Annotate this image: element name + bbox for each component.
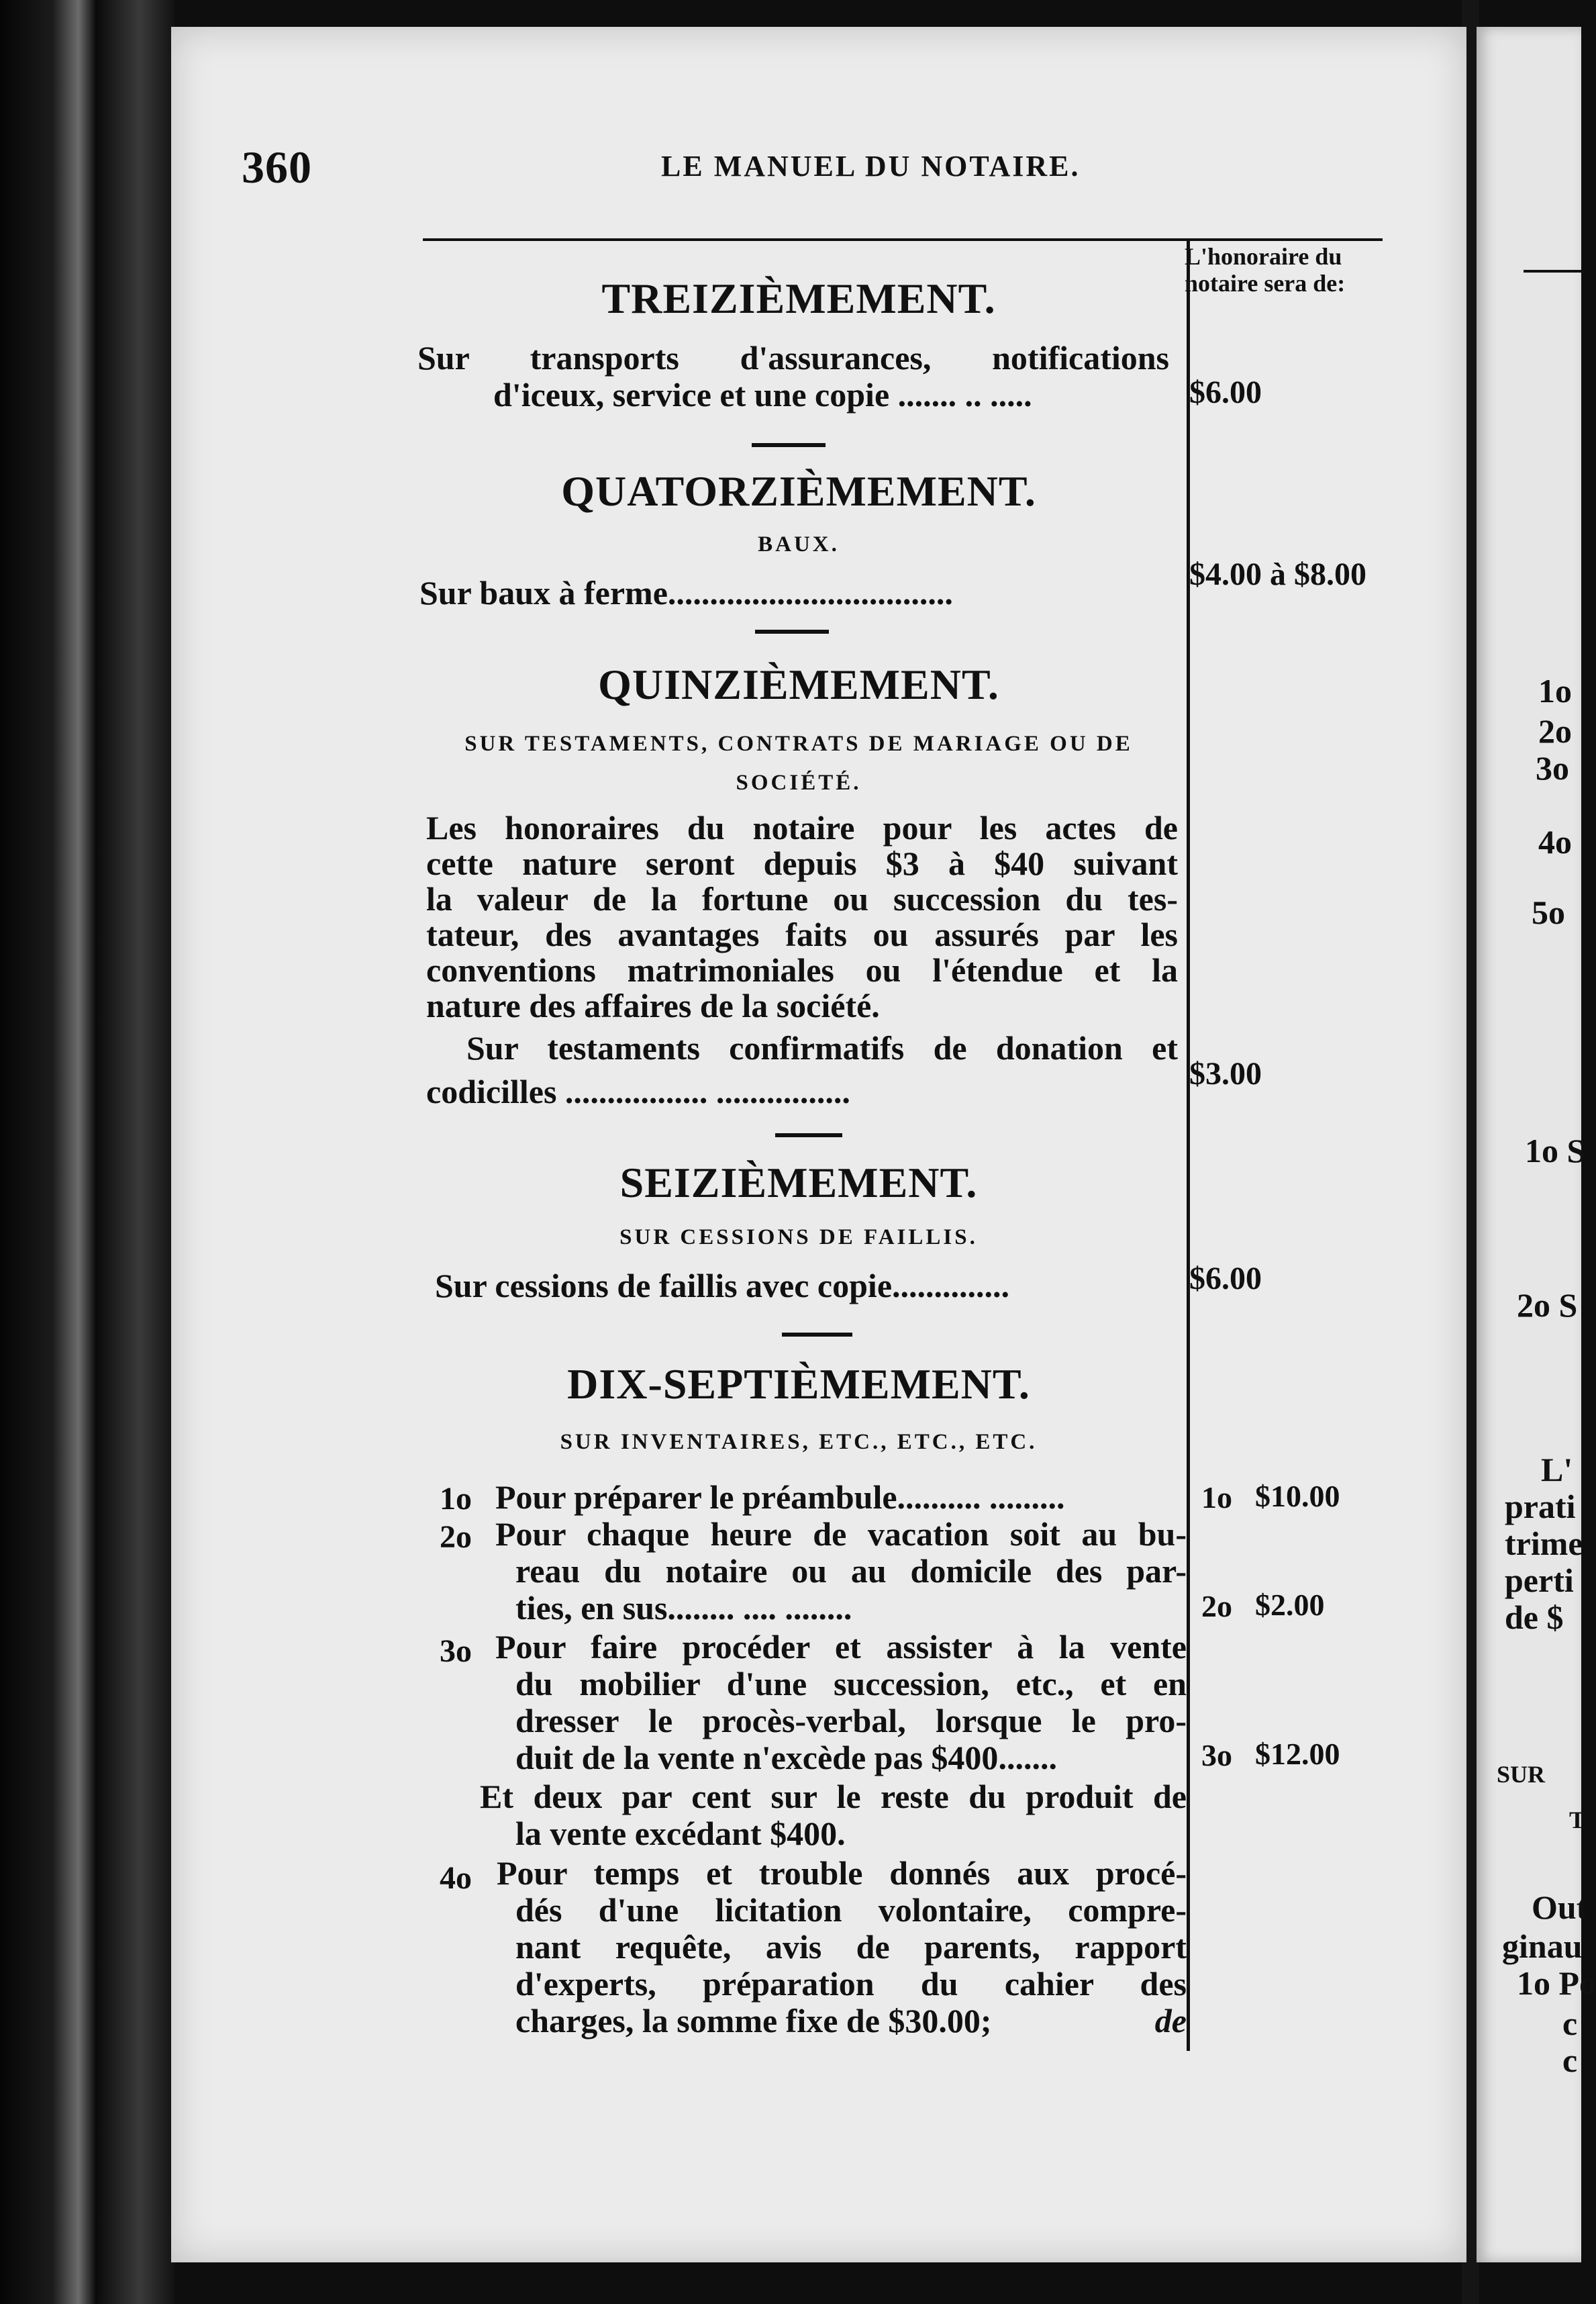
item3-line1: Pour faire procéder et assister à la vente [495, 1628, 1187, 1666]
quinzieme-para-line3: la valeur de la fortune ou succession du tes- [426, 880, 1178, 918]
leader-dots: .............. [892, 1267, 1010, 1304]
treizieme-line2: d'iceux, service et une copie ....... .. ..... [493, 376, 1032, 414]
section-separator [782, 1333, 852, 1337]
item3-line4: duit de la vente n'excède pas $400....... [515, 1739, 1057, 1776]
fee-column-header-line1: L'honoraire du [1185, 243, 1342, 270]
item3-fee: $12.00 [1255, 1737, 1340, 1771]
quinzieme-line-b2: codicilles ................. ................ [426, 1073, 850, 1110]
item4-line1: Pour temps et trouble donnés aux procé- [497, 1854, 1187, 1892]
facing-fragment: 3o [1536, 749, 1569, 787]
facing-fragment: de $ [1505, 1598, 1564, 1636]
leader-dots: ................. ................ [564, 1073, 850, 1110]
facing-fragment: 2o [1538, 712, 1572, 750]
facing-fragment: SUR [1497, 1761, 1546, 1788]
fee-number-2: 2o [1201, 1589, 1232, 1623]
quinzieme-para-line2: cette nature seront depuis $3 à $40 suivant [426, 845, 1178, 882]
item-number-4: 4o [440, 1860, 472, 1896]
leader-dots: .......... ......... [897, 1478, 1065, 1516]
facing-fragment: 1o [1538, 672, 1572, 710]
book-page [171, 27, 1466, 2262]
facing-fragment: c [1562, 2042, 1578, 2079]
extra-line1: Et deux par cent sur le reste du produit de [480, 1778, 1187, 1815]
section-title-treizieme: TREIZIÈMEMENT. [601, 275, 996, 322]
quatorzieme-subtitle: BAUX. [758, 532, 840, 557]
facing-fragment: 1o S [1525, 1132, 1586, 1169]
section-title-quatorzieme: QUATORZIÈMEMENT. [561, 467, 1036, 515]
facing-fragment: 4o [1538, 823, 1572, 861]
quinzieme-subtitle-line1: SUR TESTAMENTS, CONTRATS DE MARIAGE OU DE [464, 732, 1133, 756]
facing-fragment: perti [1505, 1562, 1574, 1599]
item2-line1: Pour chaque heure de vacation soit au bu- [495, 1515, 1187, 1553]
facing-fragment: T [1569, 1807, 1586, 1833]
facing-fragment: trime [1505, 1525, 1583, 1562]
quinzieme-fee: $3.00 [1189, 1056, 1262, 1092]
quatorzieme-line1: Sur baux à ferme.................................. [419, 574, 953, 612]
facing-fragment: L' [1541, 1451, 1573, 1488]
item3-line3: dresser le procès-verbal, lorsque le pro- [515, 1702, 1187, 1739]
section-separator [775, 1133, 842, 1137]
quinzieme-line-b1: Sur testaments confirmatifs de donation et [466, 1029, 1178, 1067]
item4-line3: nant requête, avis de parents, rapport [515, 1928, 1187, 1966]
fee-column-header-line2: notaire sera de: [1185, 270, 1346, 297]
item4-line2: dés d'une licitation volontaire, compre- [515, 1891, 1187, 1929]
section-separator [752, 443, 826, 447]
fee-column-rule [1187, 238, 1190, 2051]
section-title-quinzieme: QUINZIÈMEMENT. [598, 661, 999, 708]
facing-fragment: 1o Po [1517, 1964, 1596, 2002]
section-title-seizieme: SEIZIÈMEMENT. [619, 1159, 978, 1206]
fee-number-3: 3o [1201, 1738, 1232, 1772]
facing-fragment: 2o S [1517, 1286, 1578, 1324]
fee-column-header [1185, 243, 1393, 297]
facing-fragment: 5o [1532, 894, 1565, 931]
section-separator [755, 630, 829, 634]
facing-fragment: Out [1532, 1888, 1588, 1926]
leader-dots: ....... .. ..... [897, 376, 1032, 414]
fee-number-1: 1o [1201, 1480, 1232, 1515]
quinzieme-para-line6: nature des affaires de la société. [426, 987, 880, 1024]
treizieme-line1: Sur transports d'assurances, notifications [417, 339, 1169, 377]
item1-line1: Pour préparer le préambule.......... ......... [495, 1478, 1065, 1516]
leader-dots: .................................. [667, 574, 953, 612]
item2-fee: $2.00 [1255, 1588, 1325, 1622]
treizieme-fee: $6.00 [1189, 375, 1262, 410]
dixseptieme-subtitle: SUR INVENTAIRES, ETC., ETC., ETC. [560, 1430, 1038, 1454]
page-number: 360 [242, 142, 312, 193]
seizieme-fee: $6.00 [1189, 1261, 1262, 1296]
item4-line4: d'experts, préparation du cahier des [515, 1965, 1187, 2003]
quinzieme-para-line1: Les honoraires du notaire pour les actes de [426, 809, 1178, 847]
section-title-dixseptieme: DIX-SEPTIÈMEMENT. [567, 1360, 1030, 1408]
seizieme-subtitle: SUR CESSIONS DE FAILLIS. [619, 1225, 978, 1249]
item1-fee: $10.00 [1255, 1479, 1340, 1513]
facing-page-fragment [1477, 27, 1596, 2262]
facing-fragment: ginau [1502, 1927, 1583, 1965]
header-rule [423, 238, 1383, 241]
facing-fragment: c [1562, 2005, 1578, 2042]
facing-fragment: prati [1505, 1488, 1576, 1525]
extra-line2: la vente excédant $400. [515, 1815, 846, 1852]
running-title: LE MANUEL DU NOTAIRE. [661, 150, 1081, 183]
quinzieme-subtitle-line2: SOCIÉTÉ. [736, 771, 862, 795]
item-number-1: 1o [440, 1481, 472, 1517]
item-number-3: 3o [440, 1633, 472, 1669]
quinzieme-para-line5: conventions matrimoniales ou l'étendue et la [426, 951, 1178, 989]
leader-dots: ........ .... ........ [667, 1589, 852, 1627]
item4-line5: charges, la somme fixe de $30.00; de [515, 2002, 1187, 2039]
item2-line2: reau du notaire ou au domicile des par- [515, 1552, 1187, 1590]
item-number-2: 2o [440, 1519, 472, 1555]
quinzieme-para-line4: tateur, des avantages faits ou assurés par les [426, 916, 1178, 953]
seizieme-line1: Sur cessions de faillis avec copie.............. [435, 1267, 1010, 1304]
item3-line2: du mobilier d'une succession, etc., et en [515, 1665, 1187, 1702]
item2-line3: ties, en sus........ .... ........ [515, 1589, 852, 1627]
quatorzieme-fee: $4.00 à $8.00 [1189, 557, 1366, 592]
leader-dots: ....... [998, 1739, 1057, 1776]
facing-page-rule [1524, 270, 1584, 273]
